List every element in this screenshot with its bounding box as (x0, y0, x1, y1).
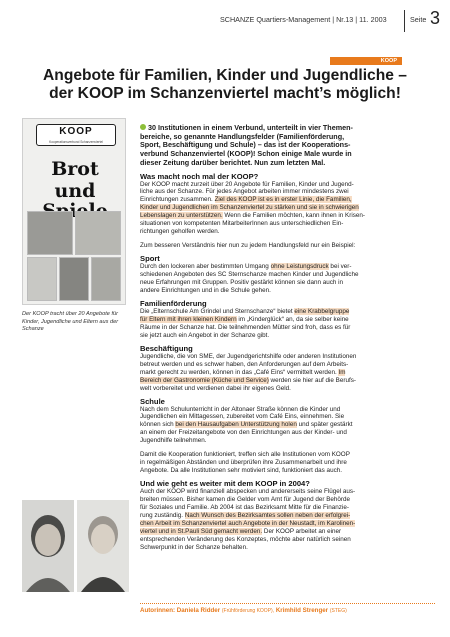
paragraph-sport (140, 263, 435, 295)
text-line (140, 528, 435, 536)
text-line: in regelmäßigen Abständen und überprüfen ihre Zusammenarbeit und ihre (140, 459, 347, 467)
text-line: betreut werden und es schwer haben, den Anforderungen auf dem Arbeits- (140, 360, 349, 368)
paragraph-examples-intro (140, 242, 435, 250)
text-line (140, 520, 435, 528)
section-heading-familie: Familienförderung (140, 298, 207, 308)
text-line: an einem der Freizeitangebote von den Einrichtungen aus der Kinder- und (140, 429, 347, 437)
page-label: Seite (410, 15, 427, 24)
text-line (140, 316, 435, 324)
portrait-icon (77, 500, 129, 592)
section-heading-sport: Sport (140, 254, 160, 264)
text-span: Der KOOP arbeitet an einer (262, 527, 342, 535)
text-line: Räume in der Schanze hat. Die teilnehmenden Mütter sind froh, dass es für (140, 323, 351, 331)
author-photos (22, 500, 130, 592)
paragraph-2004 (140, 488, 435, 552)
headline (10, 67, 440, 103)
highlighted-text: Kinder und Jugendlichen im Schanzenviertel zu stärken und sie in schwierigen (140, 204, 359, 212)
text-line: Jugendliche, die von SME, der Jugendgerichtshilfe oder anderen Institutionen (140, 352, 357, 360)
intro-line: dieser Zeitung darüber berichtet. Nun zum letzten Mal. (140, 157, 326, 167)
collage-photo (27, 211, 73, 255)
intro-line: verbund Schanzenviertel (KOOP)! Schon einige Male wurde in (140, 149, 352, 159)
highlighted-text: viertel und in St.Pauli Süd gemacht werden. (140, 527, 263, 535)
highlighted-text: Bereich der Gastronomie (Küche und Service) (140, 376, 269, 384)
headline-line-1: Angebote für Familien, Kinder und Jugendliche – (43, 67, 407, 84)
bullet-dot-icon (140, 124, 146, 130)
page-header (0, 10, 450, 32)
text-span: Einrichtungen zusammen. (140, 196, 215, 204)
paragraph-beschaeftigung (140, 353, 435, 393)
intro-line: Sport, Beschäftigung und Schule) – das ist der Kooperations- (140, 140, 351, 150)
text-span: bei ver- (328, 263, 352, 271)
author-photo (77, 500, 129, 592)
highlighted-text: chen Arbeit im Schanzenviertel auch Angebote in der Neustadt, im Karolinen- (140, 519, 356, 527)
intro-paragraph (140, 124, 435, 168)
collage-photo (59, 257, 89, 301)
text-line: sie jetzt auch ein Angebot in der Schanze gibt. (140, 331, 270, 339)
text-line: breiten müssen. Bisher kamen die Gelder vom Amt für Jugend der Behörde (140, 496, 351, 504)
logo-text: KOOP (59, 126, 93, 137)
text-line: situationen von kompetenten MitarbeiterInnen aus unterschiedlichen Ein- (140, 220, 344, 228)
text-span: im „Kinderglück“ an, da sie selber keine (236, 315, 349, 323)
highlighted-text: für Eltern mit ihren kleinen Kindern (140, 315, 237, 323)
text-line (140, 263, 435, 271)
highlighted-text: eine Krabbelgruppe (294, 307, 350, 315)
text-span: werden sie hier auf die Berufs- (268, 376, 356, 384)
text-line: für Soziales und Familie. Ab 2004 ist das Bezirksamt Mitte für die Finanzie- (140, 504, 349, 512)
text-line: schiedenen Angeboten des SC Sternschanze machen Kinder und Jugendliche (140, 271, 359, 279)
text-line (140, 377, 435, 385)
koop-logo (36, 124, 116, 146)
highlighted-text: ohne Leistungsdruck (270, 263, 329, 271)
left-column (22, 118, 126, 334)
intro-line-text: 30 Institutionen in einem Verbund, unterteilt in vier Themen- (148, 123, 353, 132)
poster-image (22, 118, 126, 305)
collage-photo (75, 211, 121, 255)
text-line: richtungen geholfen werden. (140, 228, 220, 236)
text-line: neue Erfahrungen mit Gruppen. Positiv gestärkt können sie dann auch in (140, 279, 344, 287)
portrait-icon (22, 500, 74, 592)
author-organization: (Frühförderung KOOP), (221, 608, 275, 614)
text-span: und später gestärkt (296, 421, 353, 429)
text-line: Auch der KOOP wird finanziell abspecken und andererseits seine Flügel aus- (140, 488, 356, 496)
text-line: Jugendhilfe teilnehmen. (140, 437, 207, 445)
poster-title-line-2: und (54, 180, 96, 202)
page-number: 3 (430, 8, 441, 28)
section-heading-schule: Schule (140, 396, 165, 406)
text-line (140, 369, 435, 377)
publication-info: SCHANZE Quartiers-Management | Nr.13 | 11. 2003 (220, 15, 387, 24)
text-line: liche aus der Schanze. Für jedes Angebot arbeiten immer mindestens zwei (140, 188, 349, 196)
author-photo (22, 500, 74, 592)
headline-line-2: der KOOP im Schanzenviertel macht’s möglich! (49, 85, 401, 102)
poster-photo-collage (27, 211, 121, 301)
author-line (140, 603, 435, 614)
highlighted-text: Lebenslagen zu unterstützen. (140, 212, 223, 220)
text-line (140, 196, 435, 204)
text-line: Der KOOP macht zurzeit über 20 Angebote für Familien, Kinder und Jugend- (140, 180, 354, 188)
text-span: Wenn die Familien möchten, kann ihnen in Krisen- (222, 212, 365, 220)
intro-line: bereiche, so genannte Handlungsfelder (Familienförderung, (140, 131, 345, 141)
paragraph-familie (140, 308, 435, 340)
text-line: Schwerpunkt in der Schanze behalten. (140, 543, 248, 551)
text-line: Damit die Kooperation funktioniert, treffen sich alle Institutionen vom KOOP (140, 451, 350, 459)
text-line: Angebote. Da alle Institutionen sehr motiviert sind, funktioniert das auch. (140, 467, 342, 475)
highlighted-text: bei den Hausaufgaben Unterstützung holen (175, 421, 297, 429)
text-line: welt vorbereitet und verdienen dabei ihr eigenes Geld. (140, 384, 291, 392)
highlighted-text: Im (338, 368, 346, 376)
text-span: Die „Elternschule Am Grindel und Sternschanze“ bietet (140, 307, 295, 315)
text-span: rung zuständig. (140, 512, 185, 520)
highlighted-text: Nach Wunsch des Bezirksamtes sollen neben der erfolgrei- (184, 512, 351, 520)
collage-photo (27, 257, 57, 301)
text-line: Nach dem Schulunterricht in der Altonaer Straße können die Kinder und (140, 405, 341, 413)
logo-subtitle: Kooperationsverbund Schanzenviertel (49, 140, 103, 144)
paragraph-kooperation (140, 451, 435, 475)
author-name: Autorinnen: Daniela Ridder (140, 607, 221, 614)
section-heading-2004: Und wie geht es weiter mit dem KOOP in 2004? (140, 479, 310, 489)
header-divider (404, 10, 405, 32)
text-line (140, 308, 435, 316)
text-span: markt gerecht zu werden, können in das „Café Eins“ vermittelt werden. (140, 368, 339, 376)
text-line (140, 512, 435, 520)
text-line: andere Einrichtungen und in die Schule gehen. (140, 287, 271, 294)
section-heading-was: Was macht noch mal der KOOP? (140, 171, 259, 181)
text-line (140, 421, 435, 429)
text-line: Jugendlichen ein Mittagessen, zubereitet vom Café Eins, einnehmen. Sie (140, 413, 345, 421)
highlighted-text: Ziel des KOOP ist es in erster Linie, die Familien, (214, 196, 352, 204)
text-line: entsprechenden Veränderung des Konzeptes, möchte aber natürlich seinen (140, 535, 351, 543)
paragraph-was (140, 181, 435, 237)
text-line (140, 212, 435, 220)
section-tag: KOOP (330, 57, 402, 65)
collage-photo (91, 257, 121, 301)
text-span: Durch den lockeren aber bestimmten Umgang (140, 263, 271, 271)
paragraph-schule (140, 406, 435, 446)
text-line (140, 204, 435, 212)
text-span: können sich (140, 421, 176, 429)
poster-title-line-1: Brot (51, 158, 99, 180)
section-heading-beschaeftigung: Beschäftigung (140, 343, 193, 353)
author-organization: (STEG) (329, 608, 347, 614)
text-line: Zum besseren Verständnis hier nun zu jedem Handlungsfeld nur ein Beispiel: (140, 242, 356, 250)
main-article (140, 124, 435, 552)
poster-caption: Der KOOP tracht über 20 Angebote für Kinder, Jugendliche und Eltern aus der Schanze (22, 311, 119, 332)
author-name: Krimhild Strenger (275, 607, 329, 614)
